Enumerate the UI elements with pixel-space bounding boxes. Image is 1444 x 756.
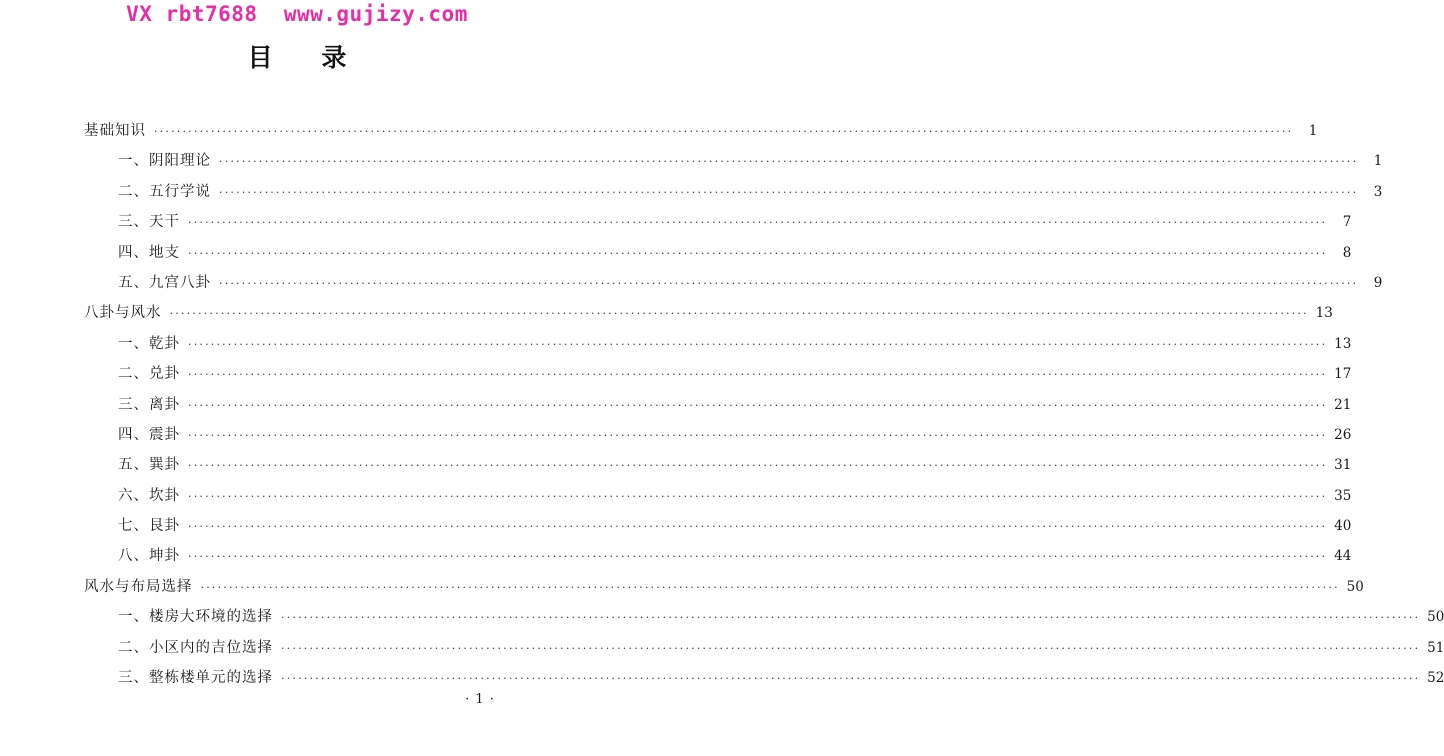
toc-section — [84, 116, 1318, 146]
watermark-text: VX rbt7688 www.gujizy.com — [126, 2, 468, 26]
toc-subentry — [84, 511, 1352, 541]
toc-subentry — [84, 541, 1352, 571]
table-of-contents — [84, 116, 1444, 693]
toc-entry-label: 八卦与风水 — [84, 305, 162, 322]
toc-leader-dots: ········································································································································································································ — [188, 489, 1328, 503]
toc-entry-page: 50 — [1346, 578, 1364, 595]
toc-leader-dots: ········································································································································································································ — [281, 611, 1421, 625]
toc-subentry — [84, 390, 1352, 420]
toc-entry-page: 50 — [1427, 609, 1444, 626]
toc-subentry — [84, 177, 1383, 207]
toc-entry-label: 七、艮卦 — [118, 518, 180, 535]
toc-subentry — [84, 602, 1444, 632]
toc-entry-page: 8 — [1342, 244, 1352, 261]
toc-entry-label: 一、乾卦 — [118, 335, 180, 352]
toc-leader-dots: ········································································································································································································ — [188, 550, 1328, 564]
toc-entry-page: 17 — [1334, 366, 1352, 383]
toc-entry-page: 51 — [1427, 639, 1444, 656]
toc-subentry — [84, 268, 1383, 298]
toc-entry-label: 三、离卦 — [118, 396, 180, 413]
toc-leader-dots: ········································································································································································································ — [219, 155, 1359, 169]
page-title: 目 录 — [247, 43, 367, 72]
toc-entry-page: 13 — [1315, 305, 1333, 322]
toc-entry-page: 1 — [1308, 123, 1318, 139]
toc-section — [84, 572, 1364, 602]
toc-subentry — [84, 207, 1352, 237]
toc-entry-label: 二、兑卦 — [118, 366, 180, 383]
toc-entry-label: 二、五行学说 — [118, 183, 211, 200]
toc-subentry — [84, 238, 1352, 268]
toc-leader-dots: ········································································································································································································ — [188, 216, 1328, 230]
toc-entry-page: 21 — [1334, 396, 1352, 413]
toc-entry-label: 五、巽卦 — [118, 457, 180, 474]
toc-entry-label: 基础知识 — [84, 123, 146, 139]
toc-leader-dots: ········································································································································································································ — [188, 398, 1328, 412]
toc-entry-page: 7 — [1342, 214, 1352, 231]
toc-entry-label: 五、九宫八卦 — [118, 274, 211, 291]
toc-subentry — [84, 146, 1383, 176]
toc-leader-dots: ········································································································································································································ — [188, 368, 1328, 382]
toc-leader-dots: ········································································································································································································ — [188, 459, 1328, 473]
toc-leader-dots: ········································································································································································································ — [188, 337, 1328, 351]
toc-leader-dots: ········································································································································································································ — [188, 246, 1328, 260]
toc-entry-page: 31 — [1334, 457, 1352, 474]
toc-leader-dots: ········································································································································································································ — [219, 276, 1359, 290]
toc-entry-label: 六、坎卦 — [118, 487, 180, 504]
toc-subentry — [84, 450, 1352, 480]
toc-entry-label: 四、地支 — [118, 244, 180, 261]
toc-leader-dots: ········································································································································································································ — [154, 125, 1294, 138]
toc-subentry — [84, 329, 1352, 359]
toc-entry-label: 二、小区内的吉位选择 — [118, 639, 273, 656]
toc-leader-dots: ········································································································································································································ — [188, 520, 1328, 534]
toc-entry-page: 26 — [1334, 426, 1352, 443]
page-number: · 1 · — [465, 692, 495, 707]
toc-leader-dots: ········································································································································································································ — [219, 185, 1359, 199]
toc-entry-label: 四、震卦 — [118, 426, 180, 443]
toc-entry-page: 9 — [1373, 274, 1383, 291]
toc-entry-label: 八、坤卦 — [118, 548, 180, 565]
toc-leader-dots: ········································································································································································································ — [281, 672, 1421, 686]
toc-leader-dots: ········································································································································································································ — [281, 641, 1421, 655]
toc-entry-page: 52 — [1427, 670, 1444, 687]
toc-entry-page: 35 — [1334, 487, 1352, 504]
toc-subentry — [84, 633, 1444, 663]
toc-leader-dots: ········································································································································································································ — [200, 580, 1340, 594]
toc-leader-dots: ········································································································································································································ — [169, 307, 1309, 321]
toc-subentry — [84, 359, 1352, 389]
toc-section — [84, 298, 1333, 328]
toc-entry-page: 3 — [1373, 183, 1383, 200]
toc-subentry — [84, 663, 1444, 693]
toc-subentry — [84, 481, 1352, 511]
toc-entry-page: 40 — [1334, 518, 1352, 535]
toc-entry-page: 1 — [1373, 153, 1383, 170]
toc-entry-label: 风水与布局选择 — [84, 578, 193, 595]
toc-entry-label: 一、阴阳理论 — [118, 153, 211, 170]
toc-entry-label: 三、天干 — [118, 214, 180, 231]
toc-subentry — [84, 420, 1352, 450]
toc-entry-label: 三、整栋楼单元的选择 — [118, 670, 273, 687]
toc-entry-page: 13 — [1334, 335, 1352, 352]
toc-leader-dots: ········································································································································································································ — [188, 428, 1328, 442]
toc-entry-page: 44 — [1334, 548, 1352, 565]
toc-entry-label: 一、楼房大环境的选择 — [118, 609, 273, 626]
